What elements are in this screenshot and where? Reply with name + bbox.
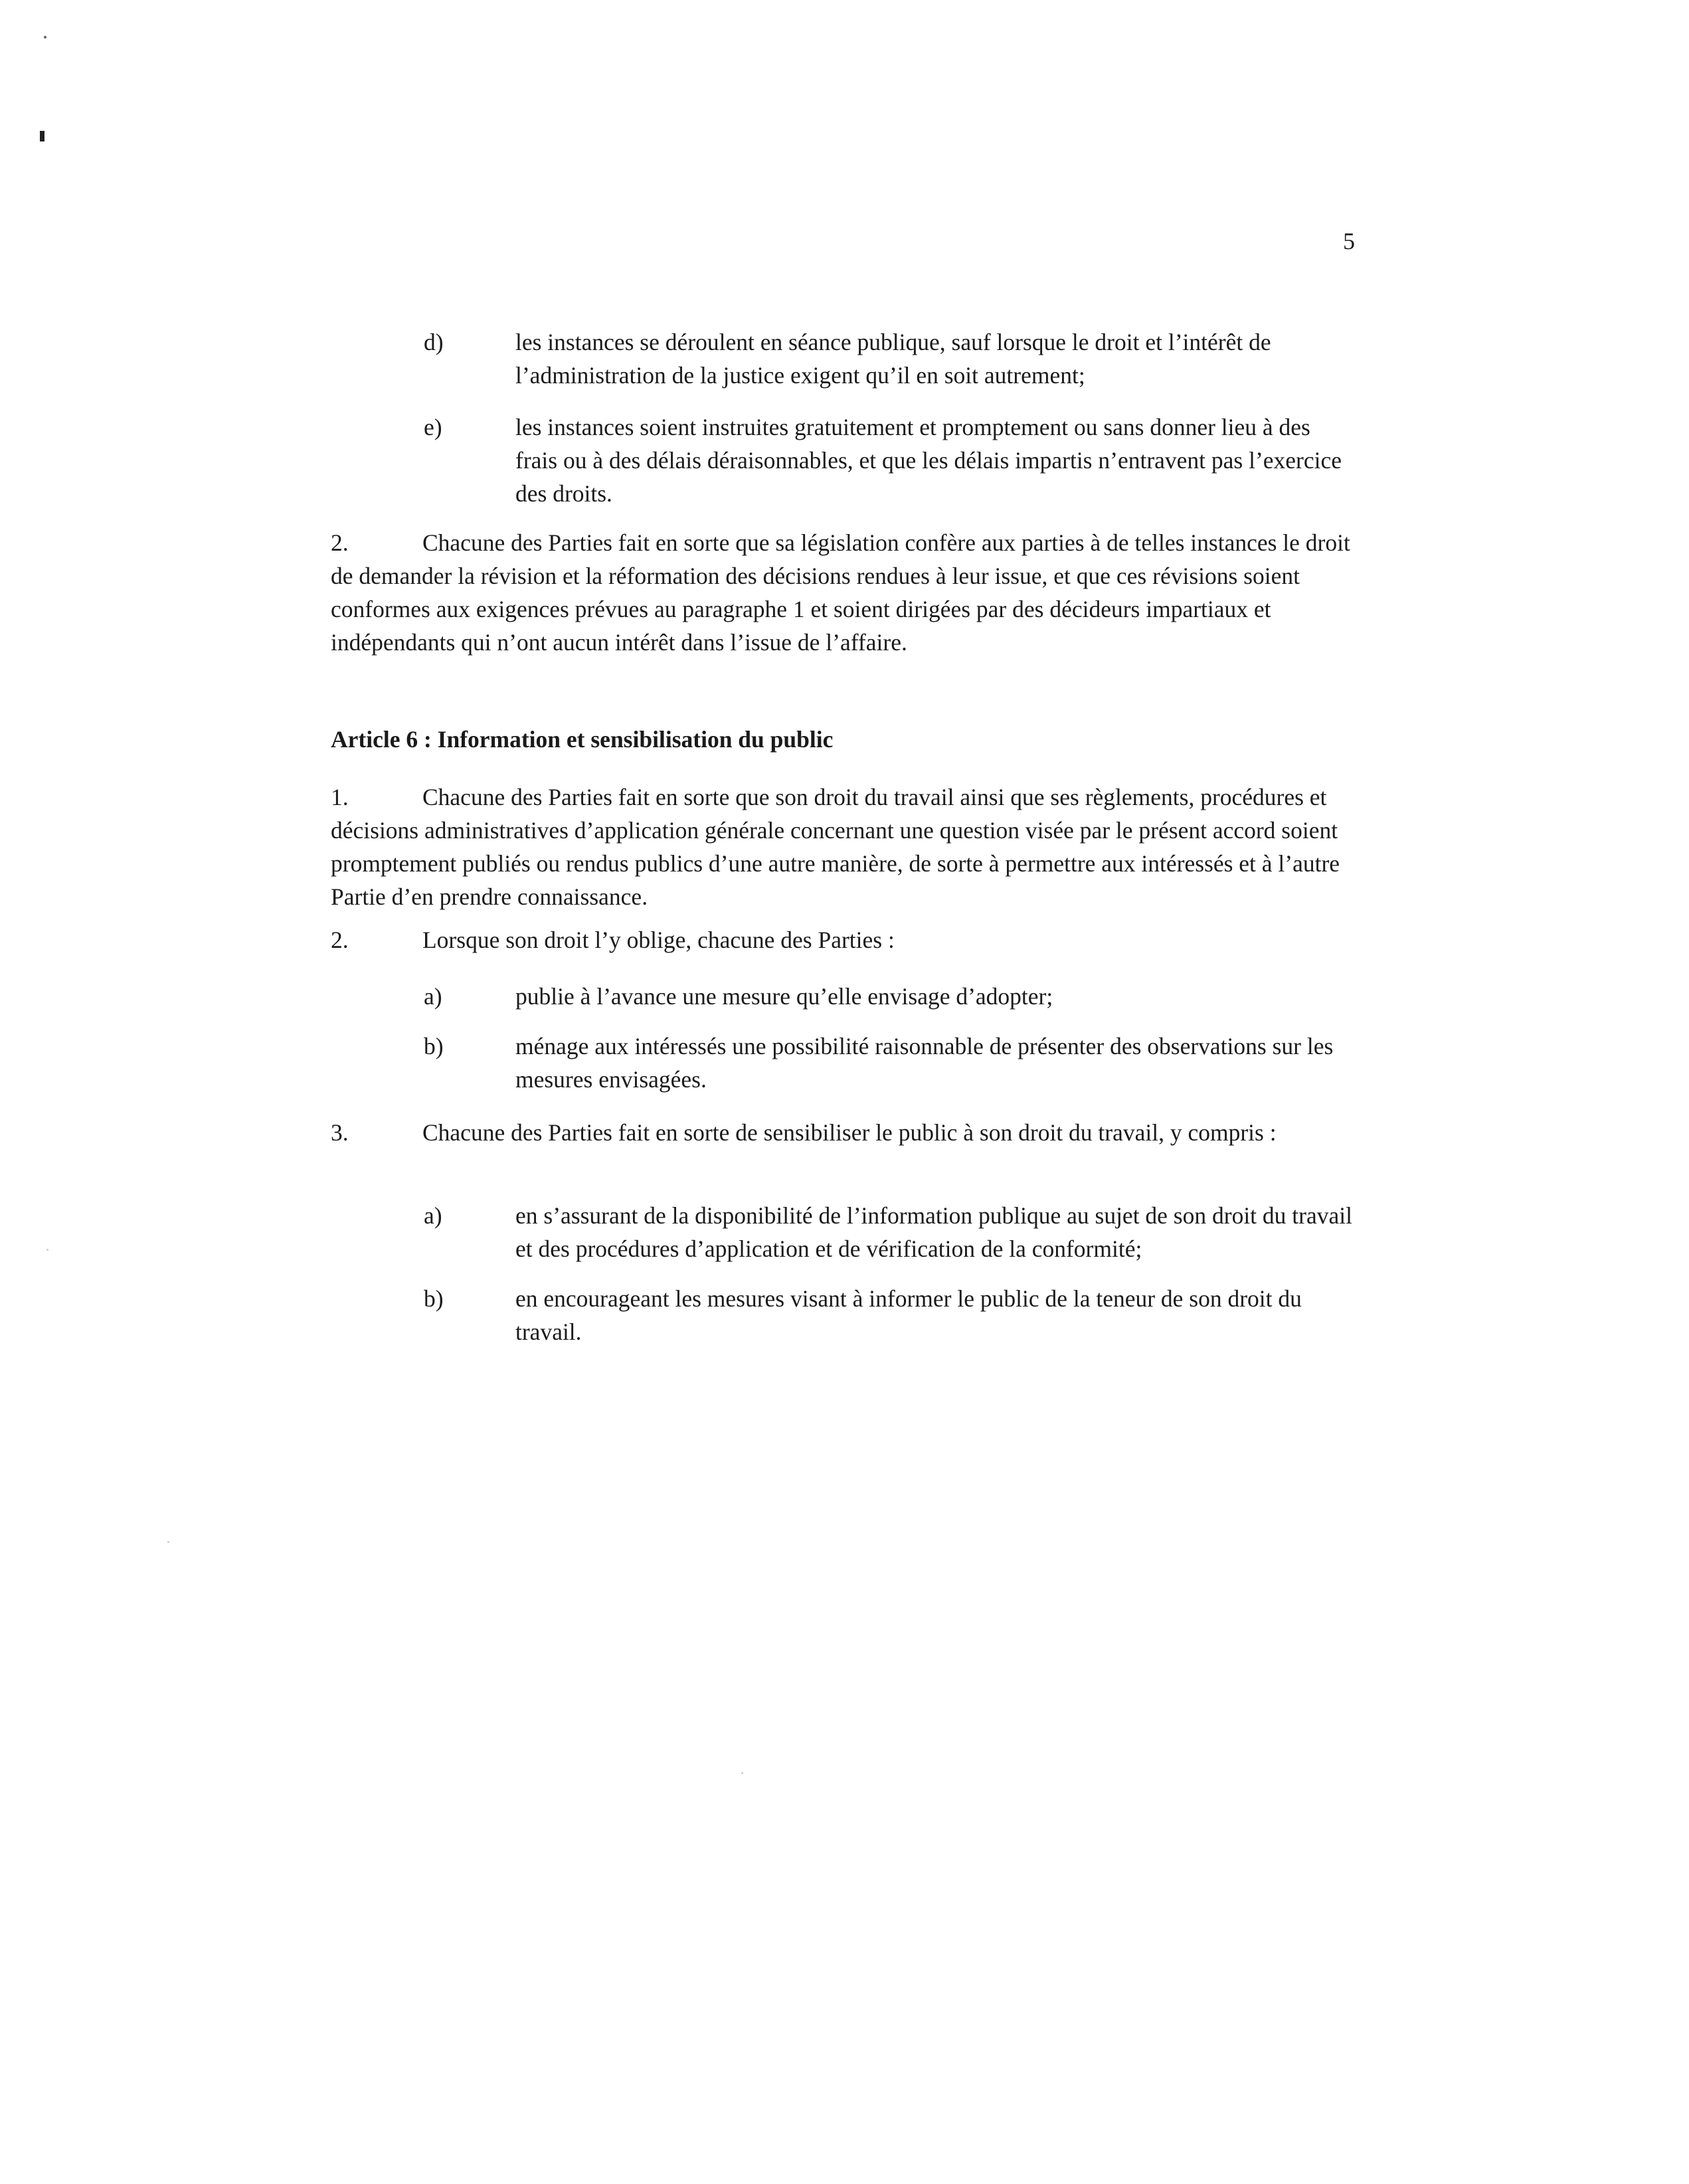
list-item-label: a) xyxy=(424,983,442,1010)
scan-speck xyxy=(741,1772,743,1774)
page-number: 5 xyxy=(1343,228,1355,254)
paragraph-text: Lorsque son droit l’y oblige, chacune des Parties : xyxy=(422,927,895,953)
paragraph-text: Chacune des Parties fait en sorte que sa législation confère aux parties à de telles instances le droit de demander la révision et la réformation des décisions rendues à leur issue, et que ces révisions soient conformes aux exigences prévues au paragraphe 1 et soient dirigées par des décideurs impartiaux et indépendants qui n’ont aucun intérêt dans l’issue de l’affaire. xyxy=(331,529,1350,656)
list-item-label: e) xyxy=(424,414,442,440)
list-item-text: en s’assurant de la disponibilité de l’information publique au sujet de son droit du travail et des procédures d’application et de vérification de la conformité; xyxy=(515,1202,1352,1262)
list-item-text: en encourageant les mesures visant à informer le public de la teneur de son droit du travail. xyxy=(515,1285,1302,1345)
paragraph-2 xyxy=(331,923,1354,956)
paragraph-3 xyxy=(331,1116,1354,1149)
paragraph-number: 2. xyxy=(331,529,349,556)
scan-mark xyxy=(40,131,44,141)
paragraph-2-review xyxy=(331,526,1354,659)
list-item-label: b) xyxy=(424,1285,444,1312)
scan-speck xyxy=(167,1541,169,1543)
list-item-text: publie à l’avance une mesure qu’elle envisage d’adopter; xyxy=(515,983,1053,1010)
list-item-text: ménage aux intéressés une possibilité raisonnable de présenter des observations sur les mesures envisagées. xyxy=(515,1033,1334,1093)
list-item-label: a) xyxy=(424,1202,442,1229)
paragraph-text: Chacune des Parties fait en sorte que son droit du travail ainsi que ses règlements, procédures et décisions administratives d’application générale concernant une question visée par le présent accord soient promptement publiés ou rendus publics d’une autre manière, de sorte à permettre aux intéressés et à l’autre Partie d’en prendre connaissance. xyxy=(331,784,1340,910)
scan-mark xyxy=(44,36,46,39)
scan-speck xyxy=(46,1249,48,1251)
paragraph-number: 1. xyxy=(331,784,349,810)
paragraph-1 xyxy=(331,780,1354,913)
paragraph-number: 3. xyxy=(331,1119,349,1146)
list-item-label: b) xyxy=(424,1033,444,1059)
list-item-text: les instances soient instruites gratuitement et promptement ou sans donner lieu à des frais ou à des délais déraisonnables, et que les délais impartis n’entravent pas l’exercice des droits. xyxy=(515,414,1342,507)
paragraph-text: Chacune des Parties fait en sorte de sensibiliser le public à son droit du travail, y compris : xyxy=(422,1119,1277,1146)
paragraph-number: 2. xyxy=(331,927,349,953)
list-item-text: les instances se déroulent en séance publique, sauf lorsque le droit et l’intérêt de l’administration de la justice exigent qu’il en soit autrement; xyxy=(515,329,1271,389)
list-item-label: d) xyxy=(424,329,444,355)
article-heading: Article 6 : Information et sensibilisation du public xyxy=(331,726,834,753)
